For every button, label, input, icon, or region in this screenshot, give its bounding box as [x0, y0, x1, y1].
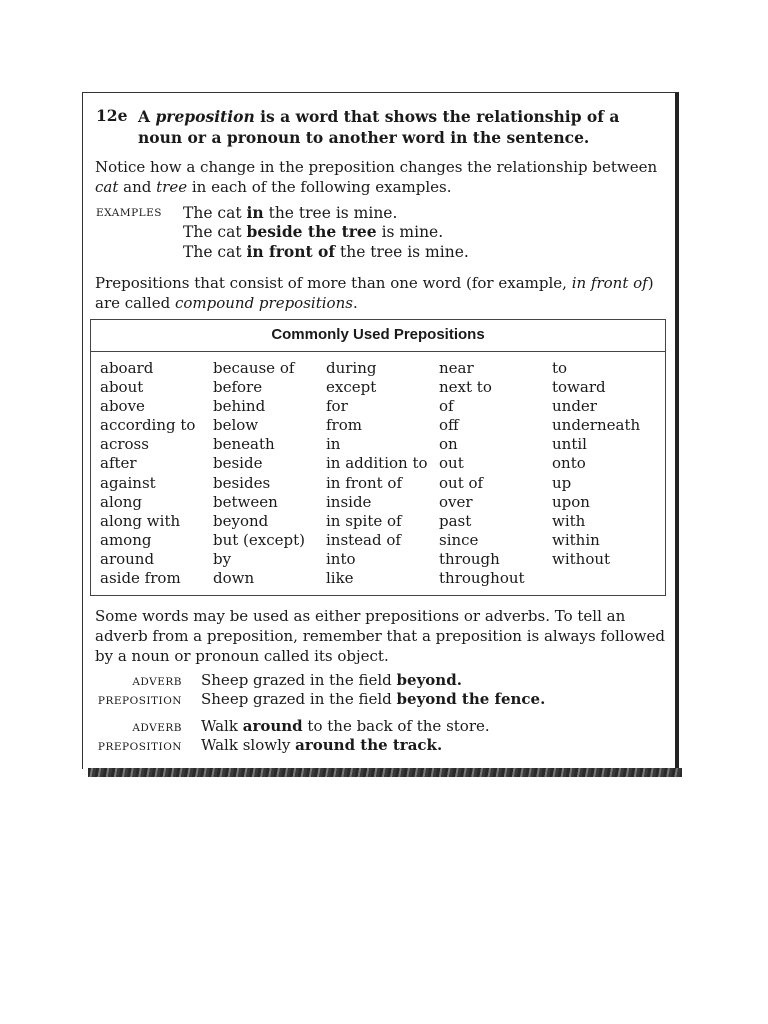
- table-cell: upon: [552, 492, 590, 511]
- table-column-5: [552, 359, 665, 588]
- table-cell: like: [326, 569, 354, 588]
- table-column-1: [100, 359, 213, 588]
- table-cell: besides: [213, 473, 271, 492]
- table-cell: without: [552, 549, 611, 568]
- table-cell: onto: [552, 454, 586, 473]
- table-cell: since: [439, 530, 479, 549]
- table-cell: before: [213, 378, 263, 397]
- page-bottom-edge: [88, 768, 682, 777]
- pair-4-pre: Walk slowly: [201, 736, 296, 754]
- table-cell: underneath: [552, 416, 641, 435]
- rule-term: preposition: [155, 107, 255, 126]
- table-divider: [91, 351, 665, 352]
- table-cell: above: [100, 397, 145, 416]
- table-cell: over: [439, 492, 473, 511]
- intro-text-c: in each of the following examples.: [187, 178, 452, 196]
- table-cell: beneath: [213, 435, 275, 454]
- table-cell: down: [213, 569, 255, 588]
- table-cell: inside: [326, 492, 372, 511]
- table-cell: off: [439, 416, 459, 435]
- table-cell: about: [100, 378, 144, 397]
- table-cell: throughout: [439, 569, 525, 588]
- table-cell: along: [100, 492, 143, 511]
- rule-text-a: A: [138, 107, 156, 126]
- compound-example: in front of: [571, 274, 648, 292]
- intro-word-tree: tree: [156, 178, 188, 196]
- table-cell: up: [552, 473, 572, 492]
- table-cell: among: [100, 530, 152, 549]
- intro-text-a: Notice how a change in the preposition changes the relationship between: [95, 158, 658, 176]
- example-1-post: the tree is mine.: [263, 204, 398, 222]
- table-cell: by: [213, 549, 232, 568]
- table-cell: through: [439, 549, 500, 568]
- table-cell: behind: [213, 397, 266, 416]
- example-line-1: [183, 203, 397, 222]
- pair-2-pre: Sheep grazed in the field: [201, 690, 397, 708]
- table-columns: [100, 359, 665, 588]
- pair-label-preposition-2: PREPOSITION: [97, 741, 182, 753]
- table-cell: to: [552, 359, 568, 377]
- table-cell: during: [326, 359, 377, 377]
- table-cell: within: [552, 530, 600, 549]
- pair-sentence-2: [201, 690, 545, 708]
- table-cell: except: [326, 378, 377, 397]
- table-cell: beside: [213, 454, 263, 473]
- table-cell: out: [439, 454, 464, 473]
- example-2-post: is mine.: [376, 223, 444, 241]
- pair-sentence-3: [201, 717, 490, 735]
- example-line-3: [183, 242, 469, 261]
- table-cell: aside from: [100, 569, 181, 588]
- table-cell: between: [213, 492, 278, 511]
- pair-1-pre: Sheep grazed in the field: [201, 671, 397, 689]
- table-cell: next to: [439, 378, 492, 397]
- table-cell: into: [326, 549, 356, 568]
- example-1-pre: The cat: [183, 204, 247, 222]
- table-cell: until: [552, 435, 587, 454]
- rule-text-b: is a word that shows the relationship of a noun or a pronoun to another word in the sentence.: [138, 107, 620, 147]
- table-column-3: [326, 359, 439, 588]
- table-cell: with: [552, 511, 586, 530]
- table-cell: from: [326, 416, 362, 435]
- table-cell: but (except): [213, 530, 306, 549]
- table-cell: beyond: [213, 511, 269, 530]
- table-cell: aboard: [100, 359, 154, 377]
- table-cell: out of: [439, 473, 484, 492]
- pair-sentence-4: [201, 736, 442, 754]
- example-2-prep: beside the tree: [246, 222, 377, 241]
- table-cell: for: [326, 397, 348, 416]
- pair-label-preposition-1: PREPOSITION: [97, 695, 182, 707]
- table-cell: against: [100, 473, 156, 492]
- table-cell: below: [213, 416, 259, 435]
- example-3-pre: The cat: [183, 243, 247, 261]
- table-cell: of: [439, 397, 454, 416]
- rule-number: 12e: [96, 106, 128, 125]
- table-cell: on: [439, 435, 458, 454]
- intro-paragraph: [95, 157, 670, 197]
- table-cell: under: [552, 397, 597, 416]
- compound-paragraph: [95, 273, 670, 313]
- example-1-prep: in: [246, 203, 264, 222]
- example-3-post: the tree is mine.: [335, 243, 469, 261]
- table-column-4: [439, 359, 552, 588]
- table-cell: toward: [552, 378, 606, 397]
- table-cell: across: [100, 435, 149, 454]
- pair-sentence-1: [201, 671, 462, 689]
- adverb-note-paragraph: Some words may be used as either prepositions or adverbs. To tell an adverb from a preposition, remember that a preposition is always followed by a noun or pronoun called its object.: [95, 607, 665, 665]
- intro-word-cat: cat: [95, 178, 119, 196]
- table-cell: according to: [100, 416, 196, 435]
- table-title: Commonly Used Prepositions: [271, 326, 485, 343]
- table-cell: past: [439, 511, 472, 530]
- example-2-pre: The cat: [183, 223, 247, 241]
- compound-text-a: Prepositions that consist of more than one word (for example,: [95, 274, 572, 292]
- pair-4-bold: around the track.: [295, 736, 443, 754]
- pair-label-adverb-1: ADVERB: [132, 676, 182, 688]
- example-line-2: [183, 222, 443, 241]
- pair-3-bold: around: [242, 717, 303, 735]
- table-cell: because of: [213, 359, 295, 377]
- prepositions-table: [90, 319, 666, 596]
- pair-1-bold: beyond.: [396, 671, 462, 689]
- pair-label-adverb-2: ADVERB: [132, 722, 182, 734]
- table-cell: in addition to: [326, 454, 428, 473]
- pair-3-post: to the back of the store.: [302, 717, 490, 735]
- example-3-prep: in front of: [246, 242, 336, 261]
- pair-3-pre: Walk: [201, 717, 243, 735]
- compound-term: compound prepositions: [174, 294, 353, 312]
- table-cell: after: [100, 454, 137, 473]
- table-cell: in spite of: [326, 511, 402, 530]
- pair-2-bold: beyond the fence.: [396, 690, 546, 708]
- table-cell: instead of: [326, 530, 401, 549]
- compound-text-c: .: [352, 294, 358, 312]
- table-cell: near: [439, 359, 474, 377]
- table-cell: in: [326, 435, 341, 454]
- rule-definition: [138, 106, 668, 148]
- intro-text-b: and: [118, 178, 157, 196]
- table-cell: in front of: [326, 473, 403, 492]
- compound-text-b: ) are called: [95, 274, 654, 312]
- table-cell: along with: [100, 511, 181, 530]
- table-cell: around: [100, 549, 155, 568]
- examples-label: EXAMPLES: [96, 207, 162, 219]
- table-column-2: [213, 359, 326, 588]
